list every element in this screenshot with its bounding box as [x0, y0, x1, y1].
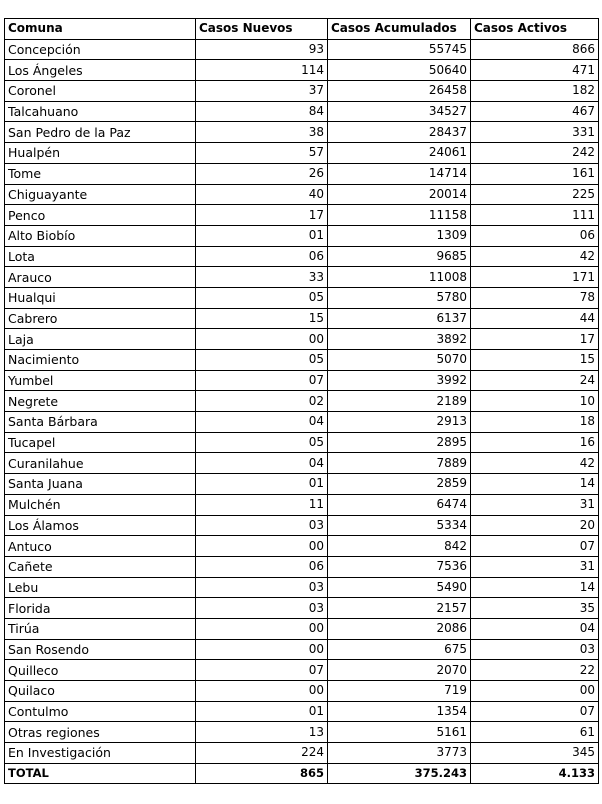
comuna-cell: Lebu [5, 577, 196, 598]
comuna-cell: Los Ángeles [5, 60, 196, 81]
casos-acumulados-cell: 50640 [328, 60, 471, 81]
table-row [5, 246, 599, 267]
casos-activos-cell: 61 [471, 722, 599, 743]
table-row [5, 81, 599, 102]
casos-acumulados-cell: 6137 [328, 308, 471, 329]
casos-nuevos-cell: 224 [196, 743, 328, 764]
table-row [5, 350, 599, 371]
casos-nuevos-cell: 26 [196, 163, 328, 184]
casos-nuevos-cell: 37 [196, 81, 328, 102]
casos-activos-cell: 78 [471, 287, 599, 308]
casos-nuevos-cell: 11 [196, 494, 328, 515]
cases-by-comuna-table [4, 18, 599, 784]
table-row [5, 267, 599, 288]
table-row [5, 60, 599, 81]
casos-acumulados-cell: 7536 [328, 556, 471, 577]
header-casos-nuevos: Casos Nuevos [196, 19, 328, 40]
comuna-cell: San Pedro de la Paz [5, 122, 196, 143]
table-row [5, 391, 599, 412]
casos-activos-cell: 07 [471, 536, 599, 557]
table-row [5, 474, 599, 495]
table-body [5, 39, 599, 763]
casos-nuevos-cell: 03 [196, 515, 328, 536]
casos-activos-cell: 467 [471, 101, 599, 122]
casos-nuevos-cell: 05 [196, 432, 328, 453]
casos-nuevos-cell: 84 [196, 101, 328, 122]
casos-acumulados-cell: 14714 [328, 163, 471, 184]
comuna-cell: Yumbel [5, 370, 196, 391]
casos-activos-cell: 00 [471, 681, 599, 702]
casos-activos-cell: 15 [471, 350, 599, 371]
casos-nuevos-cell: 00 [196, 329, 328, 350]
table-row [5, 122, 599, 143]
casos-activos-cell: 20 [471, 515, 599, 536]
comuna-cell: Negrete [5, 391, 196, 412]
casos-acumulados-cell: 34527 [328, 101, 471, 122]
casos-acumulados-cell: 2913 [328, 412, 471, 433]
table-row [5, 308, 599, 329]
casos-acumulados-cell: 7889 [328, 453, 471, 474]
table-row [5, 143, 599, 164]
table-row [5, 722, 599, 743]
casos-activos-cell: 225 [471, 184, 599, 205]
casos-nuevos-cell: 00 [196, 639, 328, 660]
casos-nuevos-cell: 07 [196, 370, 328, 391]
casos-acumulados-cell: 1354 [328, 701, 471, 722]
casos-acumulados-cell: 2070 [328, 660, 471, 681]
casos-nuevos-cell: 00 [196, 681, 328, 702]
casos-nuevos-cell: 01 [196, 474, 328, 495]
casos-activos-cell: 24 [471, 370, 599, 391]
casos-nuevos-cell: 03 [196, 577, 328, 598]
table-row [5, 163, 599, 184]
casos-acumulados-cell: 5070 [328, 350, 471, 371]
casos-nuevos-cell: 04 [196, 453, 328, 474]
casos-acumulados-cell: 9685 [328, 246, 471, 267]
table-row [5, 556, 599, 577]
table-row [5, 598, 599, 619]
casos-acumulados-cell: 5161 [328, 722, 471, 743]
comuna-cell: Tirúa [5, 618, 196, 639]
casos-activos-cell: 866 [471, 39, 599, 60]
casos-nuevos-cell: 03 [196, 598, 328, 619]
table-row [5, 101, 599, 122]
table-row [5, 225, 599, 246]
table-row [5, 515, 599, 536]
casos-nuevos-cell: 17 [196, 205, 328, 226]
casos-nuevos-cell: 40 [196, 184, 328, 205]
table-row [5, 743, 599, 764]
comuna-cell: Quilleco [5, 660, 196, 681]
header-row [5, 19, 599, 40]
casos-nuevos-cell: 05 [196, 350, 328, 371]
comuna-cell: Concepción [5, 39, 196, 60]
table-row [5, 184, 599, 205]
table-row [5, 536, 599, 557]
casos-acumulados-cell: 1309 [328, 225, 471, 246]
casos-acumulados-cell: 20014 [328, 184, 471, 205]
casos-activos-cell: 14 [471, 474, 599, 495]
comuna-cell: Cañete [5, 556, 196, 577]
comuna-cell: Otras regiones [5, 722, 196, 743]
casos-activos-cell: 111 [471, 205, 599, 226]
table-row [5, 660, 599, 681]
header-comuna: Comuna [5, 19, 196, 40]
casos-acumulados-cell: 2895 [328, 432, 471, 453]
casos-nuevos-cell: 13 [196, 722, 328, 743]
casos-activos-cell: 03 [471, 639, 599, 660]
comuna-cell: Hualpén [5, 143, 196, 164]
table-row [5, 370, 599, 391]
table-row [5, 412, 599, 433]
comuna-cell: Talcahuano [5, 101, 196, 122]
casos-activos-cell: 161 [471, 163, 599, 184]
total-label: TOTAL [5, 763, 196, 784]
casos-activos-cell: 42 [471, 246, 599, 267]
table-row [5, 453, 599, 474]
header-casos-activos: Casos Activos [471, 19, 599, 40]
casos-nuevos-cell: 57 [196, 143, 328, 164]
casos-activos-cell: 16 [471, 432, 599, 453]
casos-nuevos-cell: 33 [196, 267, 328, 288]
casos-acumulados-cell: 6474 [328, 494, 471, 515]
casos-nuevos-cell: 00 [196, 536, 328, 557]
comuna-cell: Santa Bárbara [5, 412, 196, 433]
casos-nuevos-cell: 05 [196, 287, 328, 308]
table-row [5, 618, 599, 639]
casos-activos-cell: 10 [471, 391, 599, 412]
casos-nuevos-cell: 01 [196, 701, 328, 722]
casos-nuevos-cell: 93 [196, 39, 328, 60]
casos-acumulados-cell: 675 [328, 639, 471, 660]
table-row [5, 577, 599, 598]
comuna-cell: Curanilahue [5, 453, 196, 474]
casos-activos-cell: 07 [471, 701, 599, 722]
comuna-cell: Hualqui [5, 287, 196, 308]
table-row [5, 329, 599, 350]
comuna-cell: Los Álamos [5, 515, 196, 536]
casos-acumulados-cell: 24061 [328, 143, 471, 164]
casos-activos-cell: 14 [471, 577, 599, 598]
casos-nuevos-cell: 15 [196, 308, 328, 329]
casos-nuevos-cell: 04 [196, 412, 328, 433]
casos-acumulados-cell: 28437 [328, 122, 471, 143]
casos-activos-cell: 35 [471, 598, 599, 619]
casos-activos-cell: 31 [471, 556, 599, 577]
comuna-cell: Laja [5, 329, 196, 350]
comuna-cell: Tome [5, 163, 196, 184]
casos-activos-cell: 22 [471, 660, 599, 681]
casos-acumulados-cell: 55745 [328, 39, 471, 60]
casos-activos-cell: 182 [471, 81, 599, 102]
comuna-cell: Nacimiento [5, 350, 196, 371]
casos-activos-cell: 18 [471, 412, 599, 433]
comuna-cell: Penco [5, 205, 196, 226]
casos-nuevos-cell: 114 [196, 60, 328, 81]
table-row [5, 205, 599, 226]
casos-activos-cell: 242 [471, 143, 599, 164]
casos-activos-cell: 17 [471, 329, 599, 350]
table-row [5, 701, 599, 722]
table-row [5, 639, 599, 660]
casos-activos-cell: 42 [471, 453, 599, 474]
comuna-cell: Mulchén [5, 494, 196, 515]
comuna-cell: Cabrero [5, 308, 196, 329]
casos-activos-cell: 44 [471, 308, 599, 329]
total-casos-activos: 4.133 [471, 763, 599, 784]
casos-activos-cell: 06 [471, 225, 599, 246]
comuna-cell: Arauco [5, 267, 196, 288]
casos-acumulados-cell: 11158 [328, 205, 471, 226]
casos-acumulados-cell: 2086 [328, 618, 471, 639]
casos-acumulados-cell: 2157 [328, 598, 471, 619]
comuna-cell: Lota [5, 246, 196, 267]
casos-acumulados-cell: 5334 [328, 515, 471, 536]
casos-activos-cell: 04 [471, 618, 599, 639]
table-row [5, 494, 599, 515]
casos-nuevos-cell: 00 [196, 618, 328, 639]
header-casos-acumulados: Casos Acumulados [328, 19, 471, 40]
table-row [5, 287, 599, 308]
comuna-cell: Contulmo [5, 701, 196, 722]
casos-acumulados-cell: 26458 [328, 81, 471, 102]
casos-acumulados-cell: 3992 [328, 370, 471, 391]
casos-nuevos-cell: 06 [196, 556, 328, 577]
comuna-cell: Florida [5, 598, 196, 619]
casos-activos-cell: 471 [471, 60, 599, 81]
comuna-cell: Tucapel [5, 432, 196, 453]
casos-activos-cell: 345 [471, 743, 599, 764]
comuna-cell: Chiguayante [5, 184, 196, 205]
casos-nuevos-cell: 38 [196, 122, 328, 143]
total-row [5, 763, 599, 784]
casos-activos-cell: 331 [471, 122, 599, 143]
comuna-cell: En Investigación [5, 743, 196, 764]
casos-acumulados-cell: 719 [328, 681, 471, 702]
comuna-cell: San Rosendo [5, 639, 196, 660]
comuna-cell: Antuco [5, 536, 196, 557]
comuna-cell: Quilaco [5, 681, 196, 702]
table-row [5, 681, 599, 702]
casos-acumulados-cell: 5780 [328, 287, 471, 308]
table-row [5, 432, 599, 453]
cases-table-container [4, 18, 598, 784]
casos-nuevos-cell: 01 [196, 225, 328, 246]
casos-nuevos-cell: 06 [196, 246, 328, 267]
total-casos-acumulados: 375.243 [328, 763, 471, 784]
casos-acumulados-cell: 2189 [328, 391, 471, 412]
casos-activos-cell: 171 [471, 267, 599, 288]
casos-acumulados-cell: 842 [328, 536, 471, 557]
comuna-cell: Alto Biobío [5, 225, 196, 246]
comuna-cell: Santa Juana [5, 474, 196, 495]
casos-acumulados-cell: 2859 [328, 474, 471, 495]
casos-nuevos-cell: 02 [196, 391, 328, 412]
table-row [5, 39, 599, 60]
casos-acumulados-cell: 3773 [328, 743, 471, 764]
casos-activos-cell: 31 [471, 494, 599, 515]
casos-acumulados-cell: 5490 [328, 577, 471, 598]
casos-acumulados-cell: 11008 [328, 267, 471, 288]
comuna-cell: Coronel [5, 81, 196, 102]
casos-nuevos-cell: 07 [196, 660, 328, 681]
casos-acumulados-cell: 3892 [328, 329, 471, 350]
total-casos-nuevos: 865 [196, 763, 328, 784]
